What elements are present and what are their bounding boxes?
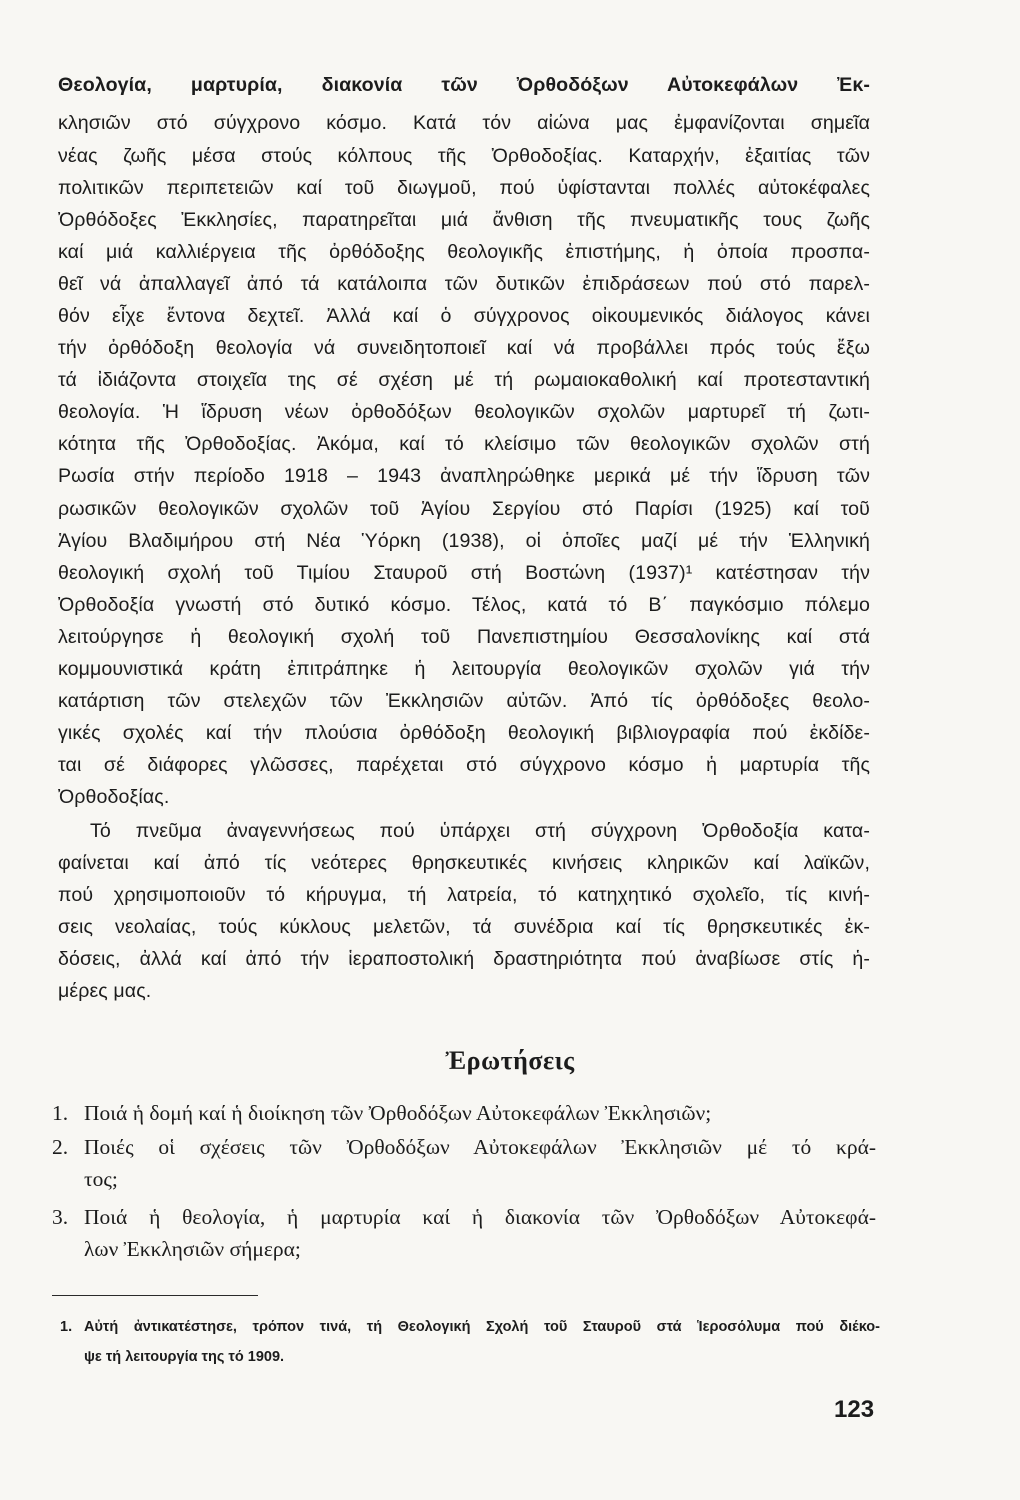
body-line: σεις νεολαίας, τούς κύκλους μελετῶν, τά συνέδρια καί τίς θρησκευτικές ἐκ- [58, 916, 870, 938]
body-line: δόσεις, ἀλλά καί ἀπό τήν ἱεραποστολική δραστηριότητα πού ἀναβίωσε στίς ἡ- [58, 948, 870, 970]
body-line: πολιτικῶν περιπετειῶν καί τοῦ διωγμοῦ, πού ὑφίστανται πολλές αὐτοκέφαλες [58, 177, 870, 199]
question-text: Ποιές οἱ σχέσεις τῶν Ὀρθοδόξων Αὐτοκεφάλων Ἐκκλησιῶν μέ τό κρά- [84, 1135, 876, 1159]
body-line: νέας ζωῆς μέσα στούς κόλπους τῆς Ὀρθοδοξίας. Καταρχήν, ἐξαιτίας τῶν [58, 145, 870, 167]
body-line: Ὀρθοδοξίας. [58, 786, 170, 808]
question-text: τος; [84, 1167, 118, 1191]
body-line: ται σέ διάφορες γλῶσσες, παρέχεται στό σύγχρονο κόσμο ἡ μαρτυρία τῆς [58, 754, 870, 776]
question-number: 1. [52, 1101, 69, 1125]
footnote-text: ψε τή λειτουργία της τό 1909. [84, 1349, 285, 1365]
section-title: Θεολογία, μαρτυρία, διακονία τῶν Ὀρθοδόξων Αὐτοκεφάλων Ἐκ- [58, 74, 870, 96]
body-line: ρωσικῶν θεολογικῶν σχολῶν τοῦ Ἁγίου Σεργίου στό Παρίσι (1925) καί τοῦ [58, 498, 870, 520]
body-line: πού χρησιμοποιοῦν τό κήρυγμα, τή λατρεία, τό κατηχητικό σχολεῖο, τίς κινή- [58, 884, 870, 906]
body-line: Ὀρθοδοξία γνωστή στό δυτικό κόσμο. Τέλος, κατά τό Β΄ παγκόσμιο πόλεμο [58, 594, 870, 616]
body-line: Ρωσία στήν περίοδο 1918 – 1943 ἀναπληρώθηκε μερικά μέ τήν ἵδρυση τῶν [58, 465, 870, 487]
question-number: 2. [52, 1135, 69, 1159]
question-text: Ποιά ἡ θεολογία, ἡ μαρτυρία καί ἡ διακονία τῶν Ὀρθοδόξων Αὐτοκεφά- [84, 1205, 876, 1229]
footnote-number: 1. [60, 1319, 73, 1335]
body-line: τήν ὀρθόδοξη θεολογία νά συνειδητοποιεῖ καί νά προβάλλει πρός τούς ἔξω [58, 337, 870, 359]
footnote-text: Αὐτή ἀντικατέστησε, τρόπον τινά, τή Θεολογική Σχολή τοῦ Σταυροῦ στά Ἱεροσόλυμα πού διέκο- [84, 1319, 880, 1335]
body-line: τά ἰδιάζοντα στοιχεῖα της σέ σχέση μέ τή ρωμαιοκαθολική καί προτεσταντική [58, 369, 870, 391]
body-line: καί μιά καλλιέργεια τῆς ὀρθόδοξης θεολογικῆς ἐπιστήμης, ἡ ὁποία προσπα- [58, 241, 870, 263]
questions-heading: Ἐρωτήσεις [445, 1046, 575, 1075]
page-number: 123 [834, 1396, 875, 1423]
body-line [58, 72, 870, 98]
body-line: φαίνεται καί ἀπό τίς νεότερες θρησκευτικές κινήσεις κληρικῶν καί λαϊκῶν, [58, 852, 870, 874]
body-line: θεολογία. Ἡ ἵδρυση νέων ὀρθοδόξων θεολογικῶν σχολῶν μαρτυρεῖ τή ζωτι- [58, 401, 870, 423]
body-line: Ἁγίου Βλαδιμήρου στή Νέα Ὑόρκη (1938), οἱ ὁποῖες μαζί μέ τήν Ἑλληνική [58, 530, 870, 552]
question-number: 3. [52, 1205, 69, 1229]
body-line: κότητα τῆς Ὀρθοδοξίας. Ἀκόμα, καί τό κλείσιμο τῶν θεολογικῶν σχολῶν στή [58, 433, 870, 455]
body-line: γικές σχολές καί τήν πλούσια ὀρθόδοξη θεολογική βιβλιογραφία πού ἐκδίδε- [58, 722, 870, 744]
question-text: λων Ἐκκλησιῶν σήμερα; [84, 1237, 301, 1261]
body-line: θεῖ νά ἀπαλλαγεῖ ἀπό τά κατάλοιπα τῶν δυτικῶν ἐπιδράσεων πού στό παρελ- [58, 273, 870, 295]
body-line: μέρες μας. [58, 980, 152, 1002]
question-text: Ποιά ἡ δομή καί ἡ διοίκηση τῶν Ὀρθοδόξων Αὐτοκεφάλων Ἐκκλησιῶν; [84, 1101, 712, 1125]
body-line-text: κλησιῶν στό σύγχρονο κόσμο. Κατά τόν αἰώνα μας ἐμφανίζονται σημεῖα [58, 112, 870, 134]
body-line: Ὀρθόδοξες Ἐκκλησίες, παρατηρεῖται μιά ἄνθιση τῆς πνευματικῆς τους ζωῆς [58, 209, 870, 231]
body-line: λειτούργησε ἡ θεολογική σχολή τοῦ Πανεπιστημίου Θεσσαλονίκης καί στά [58, 626, 870, 648]
body-line: θόν εἶχε ἔντονα δεχτεῖ. Ἀλλά καί ὁ σύγχρονος οἰκουμενικός διάλογος κάνει [58, 305, 870, 327]
body-line: Τό πνεῦμα ἀναγεννήσεως πού ὑπάρχει στή σύγχρονη Ὀρθοδοξία κατα- [90, 820, 870, 842]
body-line [58, 110, 870, 136]
body-line: κατάρτιση τῶν στελεχῶν τῶν Ἐκκλησιῶν αὐτῶν. Ἀπό τίς ὀρθόδοξες θεολο- [58, 690, 870, 712]
body-line: θεολογική σχολή τοῦ Τιμίου Σταυροῦ στή Βοστώνη (1937)¹ κατέστησαν τήν [58, 562, 870, 584]
footnote-divider [52, 1295, 258, 1296]
body-line: κομμουνιστικά κράτη ἐπιτράπηκε ἡ λειτουργία θεολογικῶν σχολῶν γιά τήν [58, 658, 870, 680]
